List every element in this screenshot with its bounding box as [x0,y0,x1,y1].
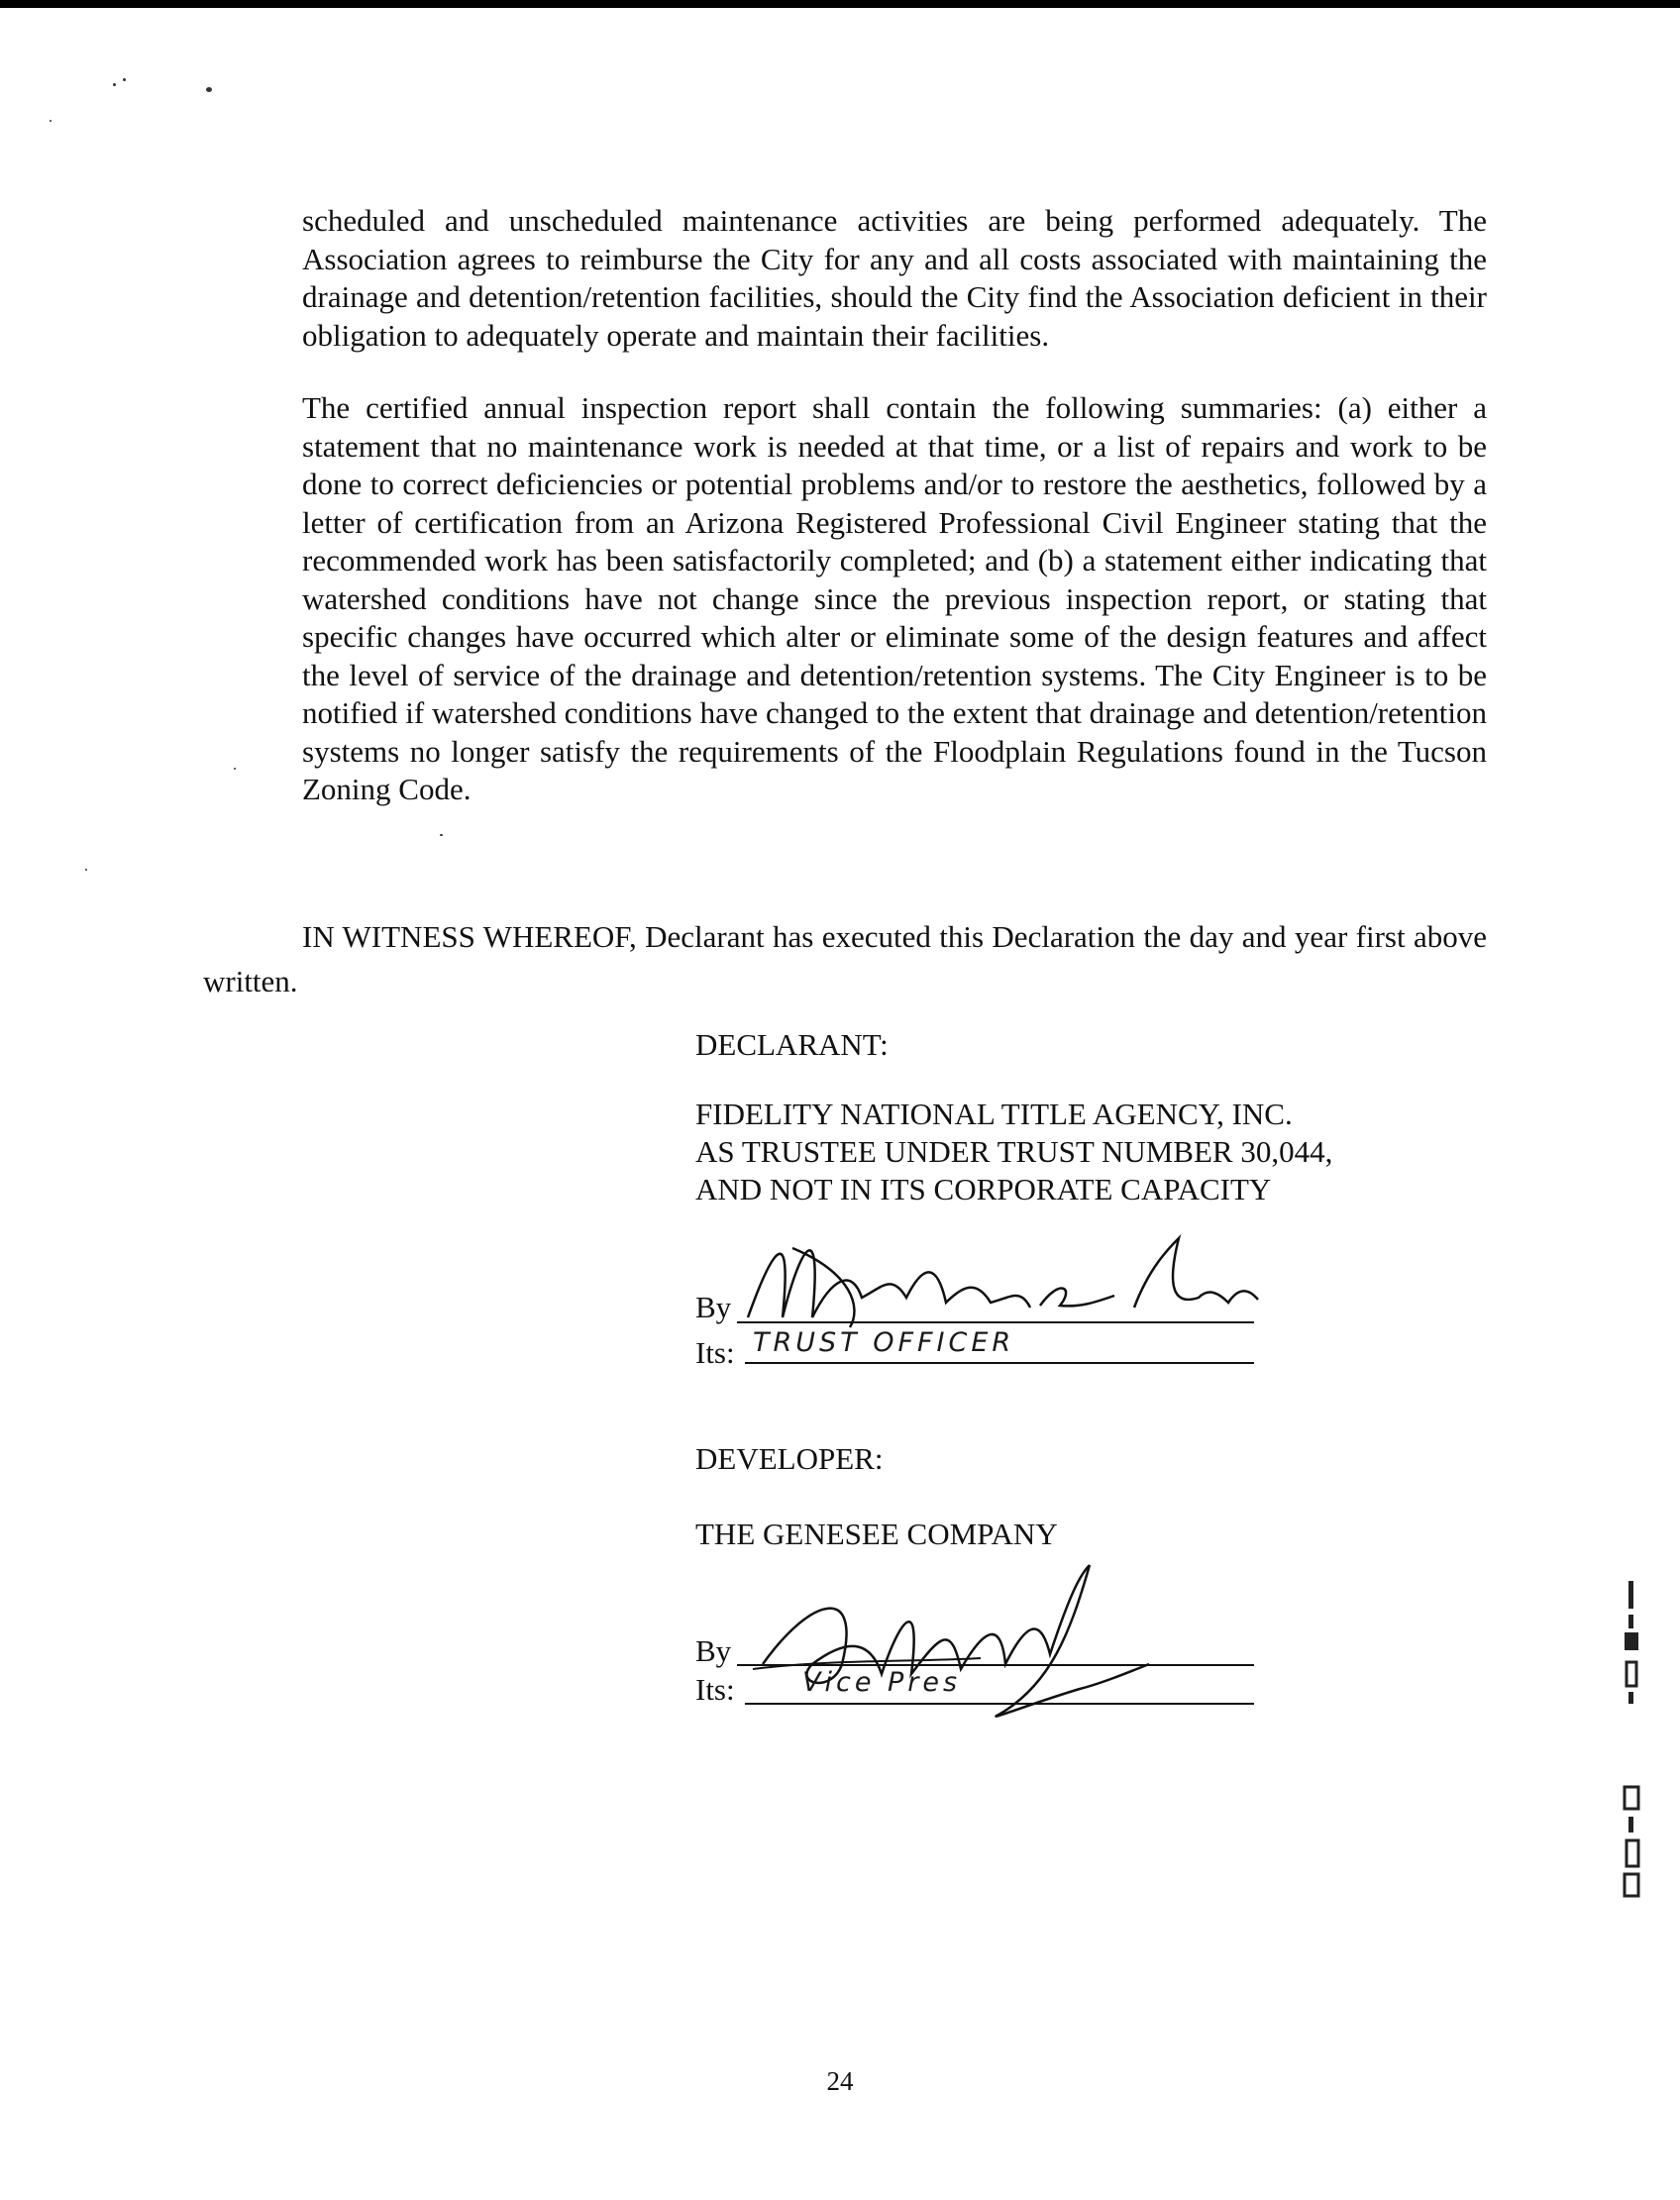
scan-speck [85,869,87,871]
scan-top-border [0,0,1680,8]
developer-name: THE GENESEE COMPANY [695,1517,1058,1551]
scan-speck [113,83,116,86]
witness-clause: IN WITNESS WHEREOF, Declarant has executed this Declaration the day and year first above written. [203,919,1487,998]
declarant-by-label: By [695,1290,732,1324]
declarant-label: DECLARANT: [695,1027,889,1062]
scan-speck [206,87,212,92]
declarant-signature-mark [733,1179,1288,1327]
declarant-its-label: Its: [695,1335,735,1370]
declarant-name-line: FIDELITY NATIONAL TITLE AGENCY, INC. [695,1097,1293,1131]
paragraph-inspection-report: The certified annual inspection report shall contain the following summaries: (a) either a statement that no maintenance work is needed at that time, or a list of repairs and work to be done to correct deficiencies or potential problems and/or to restore the aesthetics, followed by a letter of certification from an Arizona Registered Professional Civil Engineer stating that the recommended work has been satisfactorily completed; and (b) a statement either indicating that watershed conditions have not change since the previous inspection report, or stating that specific changes have occurred which alter or eliminate some of the design features and affect the level of service of the drainage and detention/retention systems. The City Engineer is to be notified if watershed conditions have changed to the extent that drainage and detention/retention systems no longer satisfy the requirements of the Floodplain Regulations found in the Tucson Zoning Code. [302,390,1487,806]
developer-signature-mark [753,1555,1208,1733]
declarant-name-line: AS TRUSTEE UNDER TRUST NUMBER 30,044, [695,1134,1333,1169]
declarant-name-line: AND NOT IN ITS CORPORATE CAPACITY [695,1172,1272,1206]
scan-speck [440,834,443,836]
developer-handwritten-title: Vice Pres [802,1667,962,1698]
scan-speck [50,120,52,122]
developer-by-label: By [695,1633,732,1668]
developer-its-label: Its: [695,1672,735,1707]
page-number: 24 [826,2066,854,2096]
margin-recording-stamp [1617,1581,1656,1938]
developer-label: DEVELOPER: [695,1441,884,1476]
scan-speck [123,78,126,81]
declarant-title-line [745,1362,1254,1364]
scan-speck [234,768,236,770]
developer-title-line [745,1703,1254,1705]
declarant-handwritten-title: TRUST OFFICER [753,1327,1015,1358]
paragraph-maintenance: scheduled and unscheduled maintenance activities are being performed adequately. The Association agrees to reimburse the City for any and all costs associated with maintaining the drainage and detention/retention facilities, should the City find the Association deficient in their obligation to adequately operate and maintain their facilities. [302,203,1487,353]
